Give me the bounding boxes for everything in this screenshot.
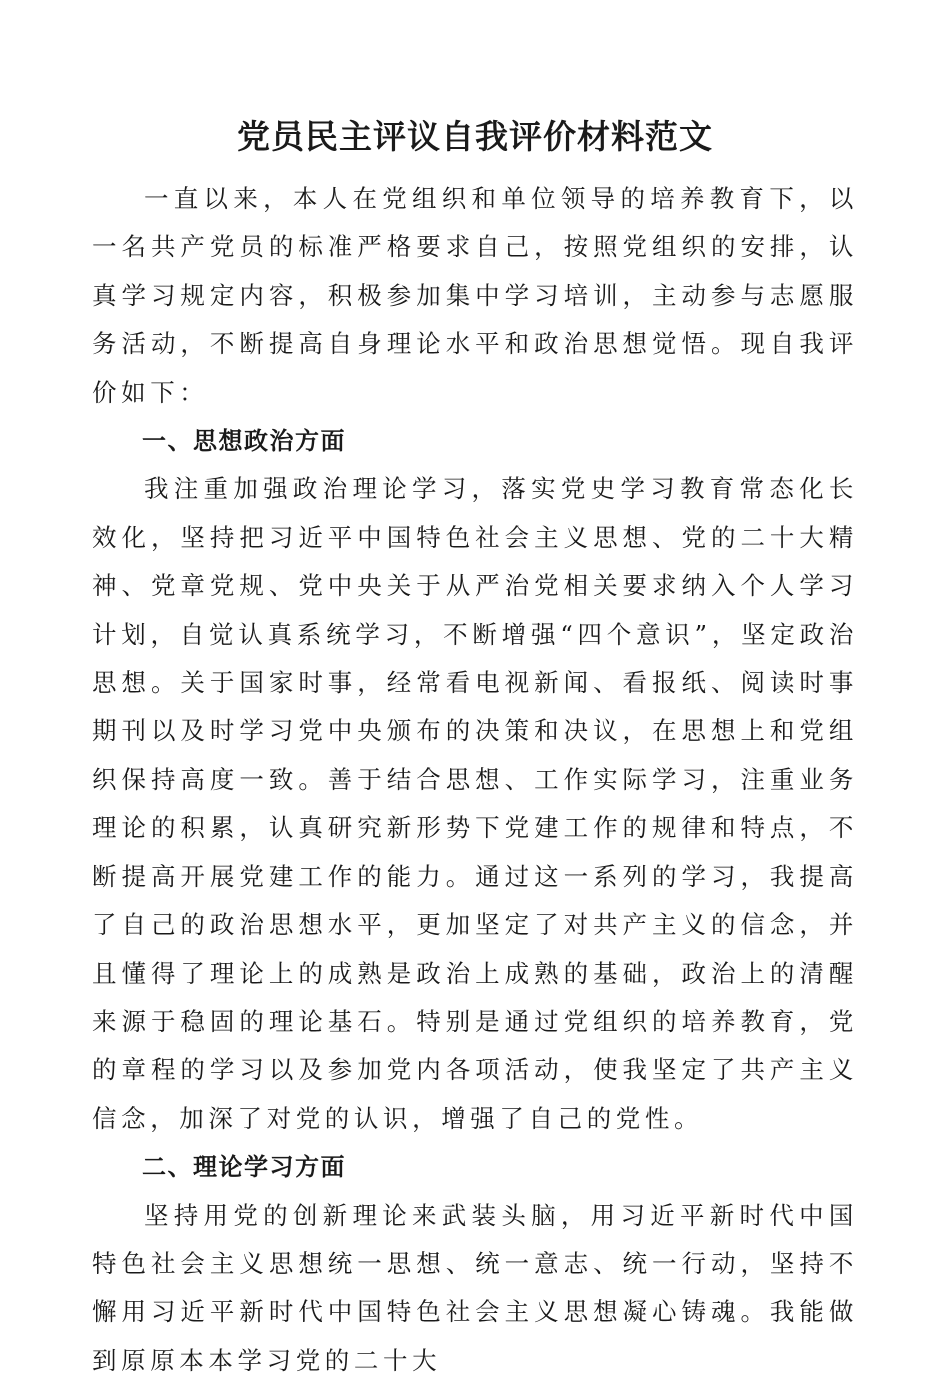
intro-paragraph: 一直以来，本人在党组织和单位领导的培养教育下，以一名共产党员的标准严格要求自己，按照党组织的安排，认真学习规定内容，积极参加集中学习培训，主动参与志愿服务活动，不断提高自身理论水平和政治思想觉悟。现自我评价如下：: [92, 184, 858, 407]
section-paragraph-theory: 坚持用党的创新理论来武装头脑，用习近平新时代中国特色社会主义思想统一思想、统一意志、统一行动，坚持不懈用习近平新时代中国特色社会主义思想凝心铸魂。我能做到原原本本学习党的二十大: [92, 1200, 858, 1375]
section-heading-theory: 二、理论学习方面: [142, 1153, 346, 1182]
section-paragraph-ideology: 我注重加强政治理论学习，落实党史学习教育常态化长效化，坚持把习近平中国特色社会主义思想、党的二十大精神、党章党规、党中央关于从严治党相关要求纳入个人学习计划，自觉认真系统学习，不断增强“四个意识”，坚定政治思想。关于国家时事，经常看电视新闻、看报纸、阅读时事期刊以及时学习党中央颁布的决策和决议，在思想上和党组织保持高度一致。善于结合思想、工作实际学习，注重业务理论的积累，认真研究新形势下党建工作的规律和特点，不断提高开展党建工作的能力。通过这一系列的学习，我提高了自己的政治思想水平，更加坚定了对共产主义的信念，并且懂得了理论上的成熟是政治上成熟的基础，政治上的清醒来源于稳固的理论基石。特别是通过党组织的培养教育，党的章程的学习以及参加党内各项活动，使我坚定了共产主义信念，加深了对党的认识，增强了自己的党性。: [92, 474, 858, 1133]
document-body: [92, 175, 858, 1385]
document-title: 党员民主评议自我评价材料范文: [237, 117, 713, 156]
section-heading-ideology: 一、思想政治方面: [142, 427, 346, 456]
